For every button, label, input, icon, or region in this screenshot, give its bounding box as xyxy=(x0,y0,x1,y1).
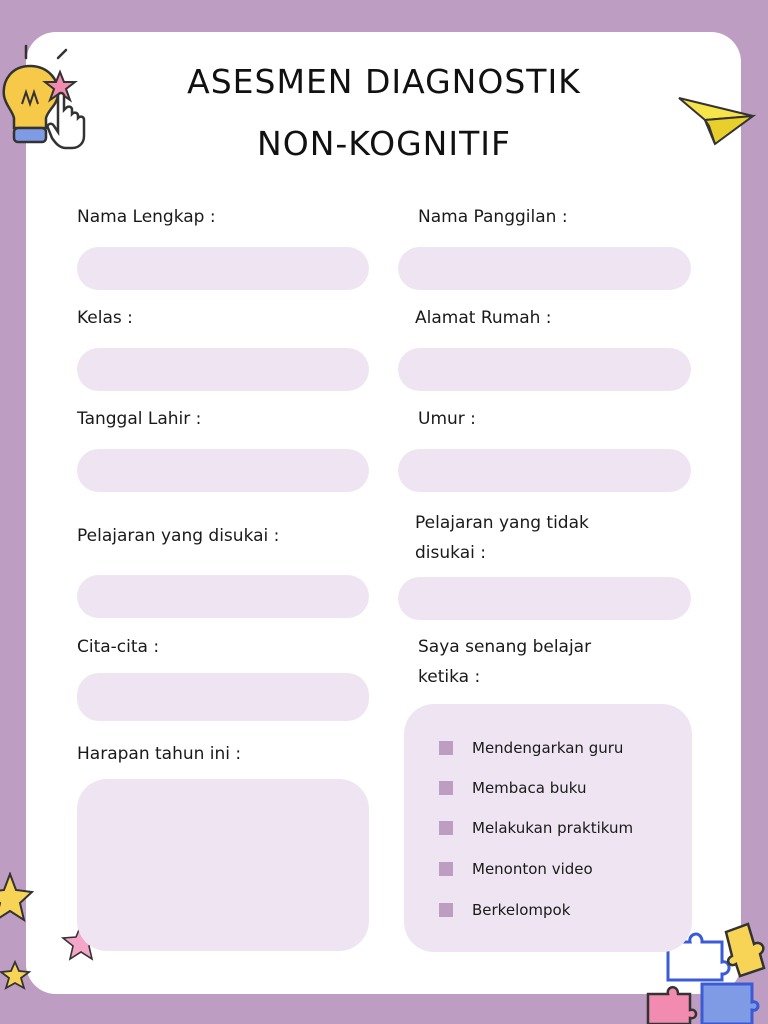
umur-field[interactable] xyxy=(398,449,691,492)
senang-belajar-label-line1: Saya senang belajar xyxy=(418,637,592,657)
kelas-label: Kelas : xyxy=(77,308,133,328)
nama-lengkap-field[interactable] xyxy=(77,247,369,290)
learning-options-box xyxy=(404,704,692,952)
checkbox[interactable] xyxy=(439,903,453,917)
star-icon xyxy=(0,960,34,994)
pelajaran-disukai-field[interactable] xyxy=(77,575,369,618)
checkbox[interactable] xyxy=(439,741,453,755)
senang-belajar-label-line2: ketika : xyxy=(418,667,481,687)
harapan-label: Harapan tahun ini : xyxy=(77,744,242,764)
page-subtitle: NON-KOGNITIF xyxy=(257,124,511,163)
nama-panggilan-label: Nama Panggilan : xyxy=(418,207,568,227)
cita-cita-field[interactable] xyxy=(77,673,369,721)
cita-cita-label: Cita-cita : xyxy=(77,637,160,657)
pelajaran-tidak-disukai-field[interactable] xyxy=(398,577,691,620)
option-label: Melakukan praktikum xyxy=(472,819,634,837)
pelajaran-tidak-disukai-label-line1: Pelajaran yang tidak xyxy=(415,513,589,533)
pelajaran-tidak-disukai-label-line2: disukai : xyxy=(415,543,486,563)
harapan-field[interactable] xyxy=(77,779,369,951)
star-icon xyxy=(0,872,34,928)
option-label: Membaca buku xyxy=(472,779,587,797)
option-label: Mendengarkan guru xyxy=(472,739,624,757)
checkbox[interactable] xyxy=(439,781,453,795)
nama-lengkap-label: Nama Lengkap : xyxy=(77,207,216,227)
pelajaran-disukai-label: Pelajaran yang disukai : xyxy=(77,526,280,546)
umur-label: Umur : xyxy=(418,409,476,429)
tanggal-lahir-label: Tanggal Lahir : xyxy=(77,409,202,429)
option-label: Berkelompok xyxy=(472,901,571,919)
page-title: ASESMEN DIAGNOSTIK xyxy=(187,62,581,101)
alamat-rumah-label: Alamat Rumah : xyxy=(415,308,552,328)
nama-panggilan-field[interactable] xyxy=(398,247,691,290)
tanggal-lahir-field[interactable] xyxy=(77,449,369,492)
alamat-rumah-field[interactable] xyxy=(398,348,691,391)
kelas-field[interactable] xyxy=(77,348,369,391)
option-label: Menonton video xyxy=(472,860,593,878)
checkbox[interactable] xyxy=(439,821,453,835)
checkbox[interactable] xyxy=(439,862,453,876)
